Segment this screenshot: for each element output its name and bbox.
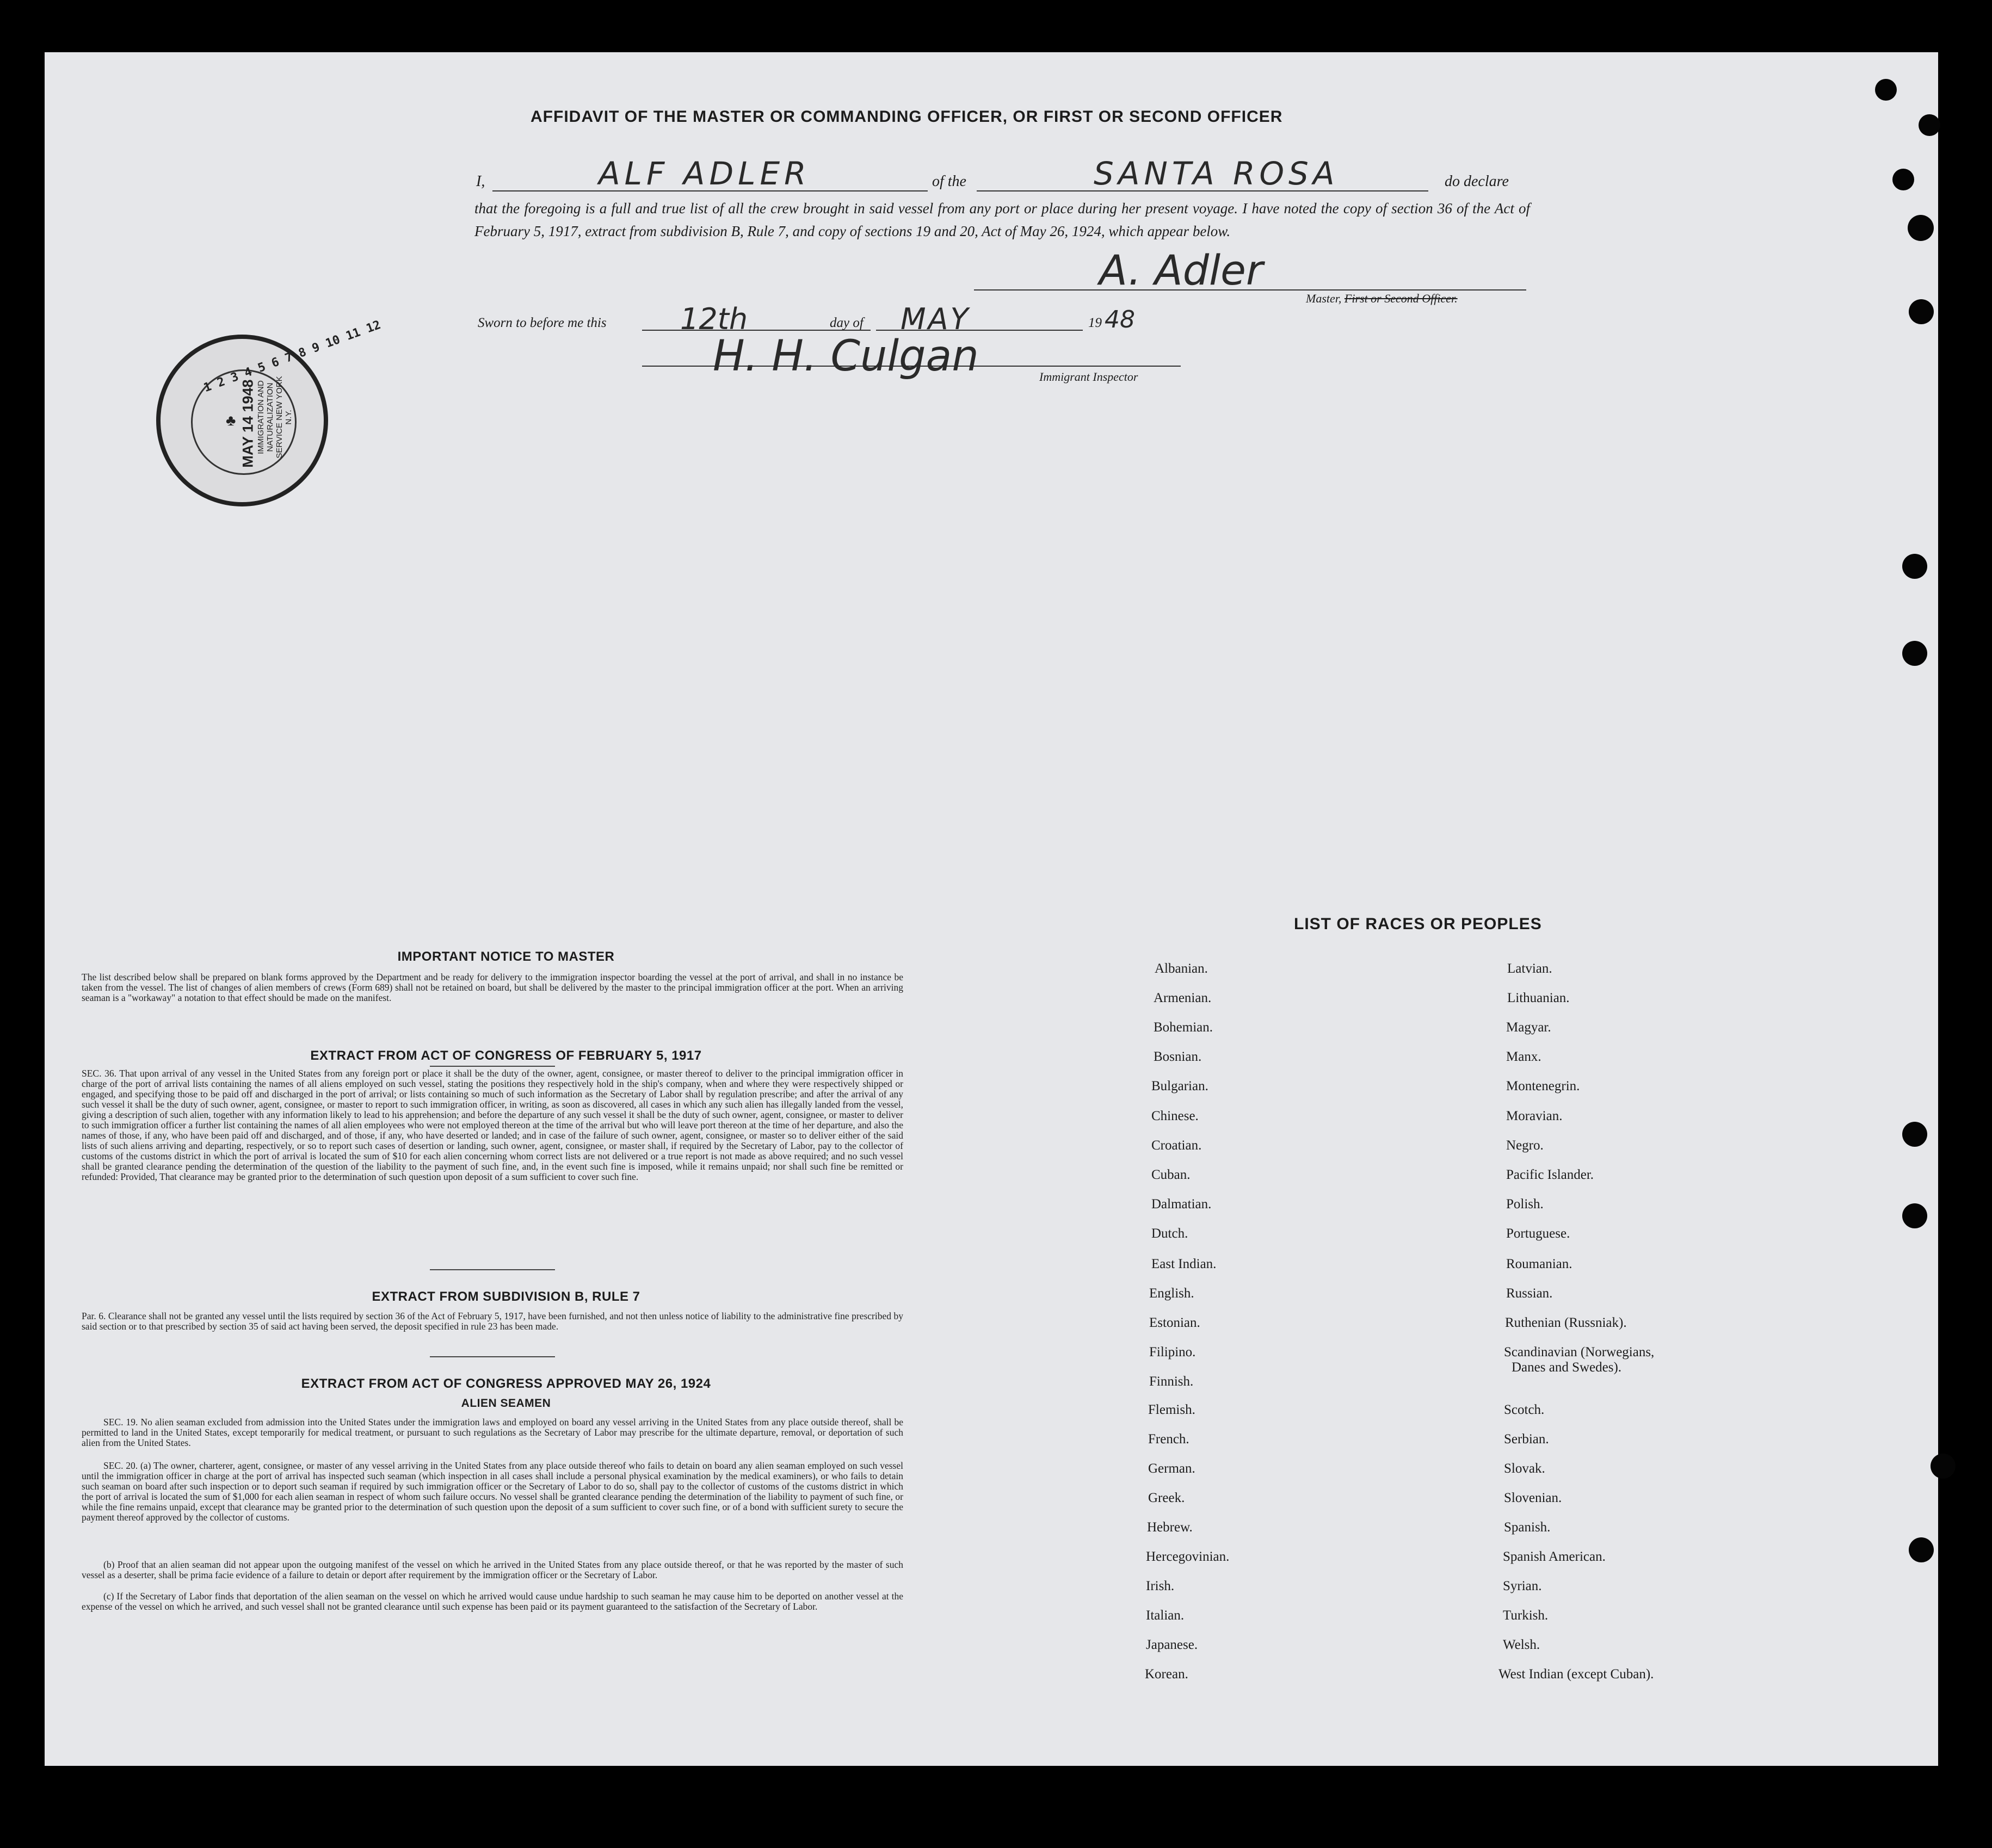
extract3-sec20c: (c) If the Secretary of Labor finds that deportation of the alien seaman on the vessel on which he arrived would cause undue hardship to such seaman he may cause him to be deported on another vessel at the expense of the vessel on which he arrived, and such vessel shall not be granted clearance until such expense has been paid or its payment guaranteed to the satisfaction of the Secretary of Labor. <box>82 1591 903 1612</box>
race-item: Bohemian. <box>1154 1020 1213 1035</box>
race-item: Japanese. <box>1146 1637 1198 1652</box>
race-item: Armenian. <box>1154 991 1212 1005</box>
race-item: Manx. <box>1506 1049 1541 1064</box>
race-item: Filipino. <box>1149 1345 1196 1359</box>
binder-hole <box>1902 554 1927 579</box>
race-item: Finnish. <box>1149 1374 1194 1389</box>
year-handwritten: 48 <box>1105 306 1135 333</box>
master-signature: A. Adler <box>1099 246 1263 294</box>
extract1-text: SEC. 36. That upon arrival of any vessel in the United States from any foreign port or place it shall be the duty of the owner, agent, consignee, or master thereof to deliver to the principal immigration officer in charge of the port of arrival lists containing the names of all aliens employed on such vessel, stating the positions they respectively hold in the ship's company, when and where they were respectively shipped or engaged, and specifying those to be paid off and discharged in the port of arrival; or lists containing so much of such information as the Secretary of Labor shall by regulation prescribe; and after the arrival of any such vessel it shall be the duty of such owner, agent, consignee, or master to report to such immigration officer, in writing, as soon as discovered, all cases in which any such alien has illegally landed from the vessel, giving a description of such alien, together with any information likely to lead to his apprehension; and before the departure of any such vessel it shall be the duty of such owner, agent, consignee, or master to deliver to such immigration officer a further list containing the names of all alien employees who were not employed thereon at the time of the arrival but who will leave port thereon at the time of her departure, and also the names of those, if any, who have been paid off and discharged, and of those, if any, who have deserted or landed; and in case of the failure of such owner, agent, consignee, or master so to deliver either of the said lists of such aliens arriving and departing, respectively, or so to report such cases of desertion or landing, such owner, agent, consignee, or master shall, if required by the Secretary of Labor, pay to the collector of customs of the customs district in which the port of arrival is located the sum of $10 for each alien concerning whom correct lists are not delivered or a true report is not made as above required; and no such vessel shall be granted clearance pending the determination of the question of the liability to the payment of such fine, and, in the event such fine is imposed, while it remains unpaid; nor shall such fine be remitted or refunded: Provided, That clearance may be granted prior to the determination of such question upon deposit of a sum sufficient to cover such fine. <box>82 1068 903 1182</box>
month-handwritten: MAY <box>901 302 971 336</box>
affidavit-title: AFFIDAVIT OF THE MASTER OR COMMANDING OFFICER, OR FIRST OR SECOND OFFICER <box>531 108 1283 126</box>
race-item: French. <box>1148 1432 1189 1447</box>
race-item: Magyar. <box>1506 1020 1551 1035</box>
binder-hole <box>1902 1122 1927 1147</box>
race-item: Spanish American. <box>1503 1549 1606 1564</box>
notice-title: IMPORTANT NOTICE TO MASTER <box>397 949 615 964</box>
extract3-title: EXTRACT FROM ACT OF CONGRESS APPROVED MAY 26, 1924 <box>301 1376 711 1391</box>
inspector-signature: H. H. Culgan <box>713 332 979 381</box>
races-title: LIST OF RACES OR PEOPLES <box>1294 915 1542 933</box>
master-label <box>1306 292 1458 306</box>
declaration-text: that the foregoing is a full and true list of all the crew brought in said vessel from any port or place during her present voyage. I have noted the copy of section 36 of the Act of February 5, 1917, extract from subdivision B, Rule 7, and copy of sections 19 and 20, Act of May 26, 1924, which appear below. <box>474 200 1530 239</box>
binder-hole <box>1909 1537 1934 1562</box>
race-item: Scandinavian (Norwegians, <box>1504 1345 1655 1359</box>
race-item: English. <box>1149 1286 1194 1301</box>
immigration-stamp <box>156 318 383 506</box>
race-item: German. <box>1148 1461 1195 1476</box>
struck-officer-title: First or Second Officer. <box>1344 292 1458 305</box>
binder-hole <box>1875 79 1897 101</box>
binder-hole <box>1908 215 1934 241</box>
notice-text: The list described below shall be prepared on blank forms approved by the Department and be ready for delivery to the immigration inspector boarding the vessel at the port of arrival, and shall in no instance be taken from the vessel. The list of changes of alien members of crews (Form 689) shall not be retained on board, but shall be delivered by the master to the principal immigration officer at the port. When an arriving seaman is a "workaway" a notation to that effect should be made on the manifest. <box>82 972 903 1003</box>
race-item: Serbian. <box>1504 1432 1549 1447</box>
stamp-emblem-icon: ♣ <box>226 412 236 429</box>
extract3-sec20b: (b) Proof that an alien seaman did not appear upon the outgoing manifest of the vessel on which he arrived in the United States from any place outside thereof, or that he was reported by the master of such vessel as a deserter, shall be prima facie evidence of a failure to detain or deport after requirement by the immigration officer or the Secretary of Labor. <box>82 1559 903 1580</box>
binder-hole <box>1931 1454 1956 1479</box>
race-item: Cuban. <box>1151 1167 1191 1182</box>
binder-hole <box>1892 169 1914 190</box>
divider <box>430 1269 555 1270</box>
extract3-sec20a: SEC. 20. (a) The owner, charterer, agent, consignee, or master of any vessel arriving in the United States from any place outside thereof who fails to detain on board any alien seaman employed on such vessel until the immigration officer in charge at the port of arrival has inspected such seaman (which inspection in all cases shall include a personal physical examination by the medical examiners), or who fails to detain such seaman on board after such inspection or to deport such seaman if required by such immigration officer or the Secretary of Labor to do so, shall pay to the collector of customs of the customs district in which the port of arrival is located the sum of $1,000 for each alien seaman in respect of whom such failure occurs. No vessel shall be granted clearance pending the determination of the liability to payment of such fine, or while the fine remains unpaid, except that clearance may be granted prior to the determination of such question upon the deposit of a sum sufficient to cover such fine, or of a bond with sufficient surety to secure the payment thereof approved by the collector of customs. <box>82 1460 903 1523</box>
binder-hole <box>1909 299 1934 324</box>
day-handwritten: 12th <box>680 302 748 336</box>
binder-hole <box>1902 641 1927 666</box>
divider <box>430 1066 555 1067</box>
year-prefix: 19 <box>1088 316 1102 330</box>
stamp-agency: IMMIGRATION AND NATURALIZATION SERVICE NEW YORK N.Y. <box>256 376 293 459</box>
race-item: Pacific Islander. <box>1506 1167 1594 1182</box>
extract2-title: EXTRACT FROM SUBDIVISION B, RULE 7 <box>372 1289 640 1304</box>
day-of-label: day of <box>830 316 864 330</box>
race-item: Scotch. <box>1504 1402 1545 1417</box>
race-item: Croatian. <box>1151 1138 1202 1153</box>
race-item: Hercegovinian. <box>1146 1549 1230 1564</box>
binder-hole <box>1919 114 1940 136</box>
race-item: Syrian. <box>1503 1579 1542 1593</box>
race-item: Flemish. <box>1148 1402 1195 1417</box>
race-item: Slovenian. <box>1504 1491 1562 1505</box>
extract3-subtitle: ALIEN SEAMEN <box>461 1397 551 1410</box>
master-title: Master, <box>1306 292 1342 305</box>
race-item: Greek. <box>1148 1491 1185 1505</box>
affidavit-i-label: I, <box>476 173 485 190</box>
of-the-label: of the <box>932 173 966 190</box>
race-item: Russian. <box>1506 1286 1553 1301</box>
stamp-ring-numbers: 1 2 3 4 5 6 7 8 9 10 11 12 <box>202 318 383 395</box>
race-item: Moravian. <box>1506 1109 1563 1123</box>
race-item: Bulgarian. <box>1151 1079 1208 1093</box>
extract2-text: Par. 6. Clearance shall not be granted any vessel until the lists required by section 36 of the Act of February 5, 1917, have been furnished, and not then unless notice of liability to the administrative fine prescribed by said section or to that prescribed by section 35 of said act having been served, the deposit specified in rule 23 has been made. <box>82 1311 903 1332</box>
race-item: Albanian. <box>1155 961 1208 976</box>
race-item: Spanish. <box>1504 1520 1551 1535</box>
stamp-date: MAY 14 1948 <box>239 379 256 468</box>
master-name-handwritten: ALF ADLER <box>599 155 811 192</box>
race-item: West Indian (except Cuban). <box>1498 1667 1654 1682</box>
extract3-sec19: SEC. 19. No alien seaman excluded from admission into the United States under the immigration laws and employed on board any vessel arriving in the United States from any place outside thereof, shall be permitted to land in the United States, except temporarily for medical treatment, or pursuant to such regulations as the Secretary of Labor may prescribe for the ultimate departure, removal, or deportation of such alien from the United States. <box>82 1417 903 1448</box>
extract1-title: EXTRACT FROM ACT OF CONGRESS OF FEBRUARY 5, 1917 <box>310 1048 702 1063</box>
race-item: Polish. <box>1506 1197 1544 1212</box>
divider <box>430 1356 555 1357</box>
race-item: Montenegrin. <box>1506 1079 1580 1093</box>
vessel-name-handwritten: SANTA ROSA <box>1094 155 1339 192</box>
race-item: Hebrew. <box>1147 1520 1193 1535</box>
binder-hole <box>1902 1203 1927 1228</box>
race-item: Portuguese. <box>1506 1226 1570 1241</box>
race-item: Bosnian. <box>1154 1049 1202 1064</box>
race-item: East Indian. <box>1151 1257 1217 1271</box>
race-item: Negro. <box>1506 1138 1544 1153</box>
race-item: Dutch. <box>1151 1226 1188 1241</box>
race-item: Irish. <box>1146 1579 1175 1593</box>
race-item: Estonian. <box>1149 1315 1200 1330</box>
race-item: Danes and Swedes). <box>1512 1360 1622 1375</box>
inspector-label: Immigrant Inspector <box>1039 370 1138 384</box>
race-item: Lithuanian. <box>1507 991 1570 1005</box>
race-item: Welsh. <box>1503 1637 1540 1652</box>
race-item: Dalmatian. <box>1151 1197 1212 1212</box>
race-item: Korean. <box>1145 1667 1188 1682</box>
race-item: Italian. <box>1146 1608 1185 1623</box>
race-item: Slovak. <box>1504 1461 1545 1476</box>
race-item: Chinese. <box>1151 1109 1199 1123</box>
sworn-label: Sworn to before me this <box>478 316 607 330</box>
race-item: Turkish. <box>1503 1608 1549 1623</box>
race-item: Ruthenian (Russniak). <box>1505 1315 1627 1330</box>
race-item: Latvian. <box>1507 961 1552 976</box>
race-item: Roumanian. <box>1506 1257 1572 1271</box>
do-declare-label: do declare <box>1445 173 1509 190</box>
